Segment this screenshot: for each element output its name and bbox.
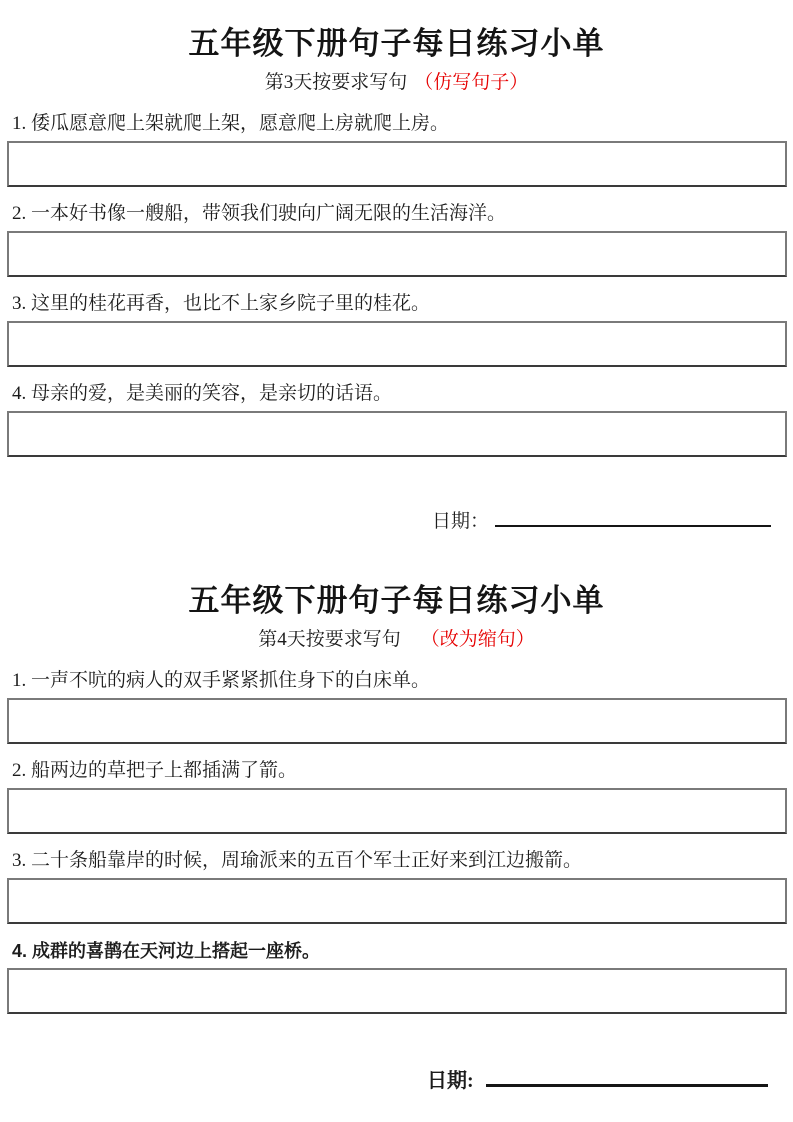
question-item (0, 381, 793, 457)
question-sentence: 4. 母亲的爱，是美丽的笑容，是亲切的话语。 (12, 383, 393, 404)
question-item (0, 938, 793, 1014)
subtitle-note: （改为缩句） (420, 629, 535, 650)
question-sentence: 2. 一本好书像一艘船，带领我们驶向广阔无限的生活海洋。 (12, 203, 507, 224)
date-row (0, 507, 793, 535)
date-row (0, 1066, 793, 1094)
question-item (0, 111, 793, 187)
question-item (0, 848, 793, 924)
date-blank-line[interactable] (495, 507, 771, 527)
question-sentence: 2. 船两边的草把子上都插满了箭。 (12, 760, 298, 781)
question-sentence: 1. 倭瓜愿意爬上架就爬上架，愿意爬上房就爬上房。 (12, 113, 450, 134)
question-sentence: 3. 这里的桂花再香，也比不上家乡院子里的桂花。 (12, 293, 431, 314)
worksheet-section-day4 (0, 581, 793, 1094)
worksheet-subtitle (0, 70, 793, 96)
question-sentence: 4. 成群的喜鹊在天河边上搭起一座桥。 (12, 941, 321, 961)
question-item (0, 291, 793, 367)
date-blank-line[interactable] (486, 1066, 768, 1087)
question-sentence: 3. 二十条船靠岸的时候，周瑜派来的五百个军士正好来到江边搬箭。 (12, 850, 583, 871)
date-label: 日期: (427, 1070, 474, 1092)
date-label: 日期： (432, 511, 490, 532)
answer-box[interactable] (7, 968, 787, 1014)
worksheet-section-day3 (0, 0, 793, 535)
answer-box[interactable] (7, 231, 787, 277)
answer-box[interactable] (7, 321, 787, 367)
question-item (0, 758, 793, 834)
question-sentence: 1. 一声不吭的病人的双手紧紧抓住身下的白床单。 (12, 670, 431, 691)
answer-box[interactable] (7, 878, 787, 924)
subtitle-note: （仿写句子） (414, 72, 529, 93)
answer-box[interactable] (7, 788, 787, 834)
subtitle-text: 第3天按要求写句 (264, 72, 408, 93)
answer-box[interactable] (7, 411, 787, 457)
answer-box[interactable] (7, 141, 787, 187)
worksheet-subtitle (0, 627, 793, 653)
subtitle-text: 第4天按要求写句 (258, 629, 401, 650)
question-item (0, 201, 793, 277)
worksheet-title: 五年级下册句子每日练习小单 (188, 26, 605, 61)
question-item (0, 668, 793, 744)
worksheet-title: 五年级下册句子每日练习小单 (188, 583, 605, 618)
answer-box[interactable] (7, 698, 787, 744)
